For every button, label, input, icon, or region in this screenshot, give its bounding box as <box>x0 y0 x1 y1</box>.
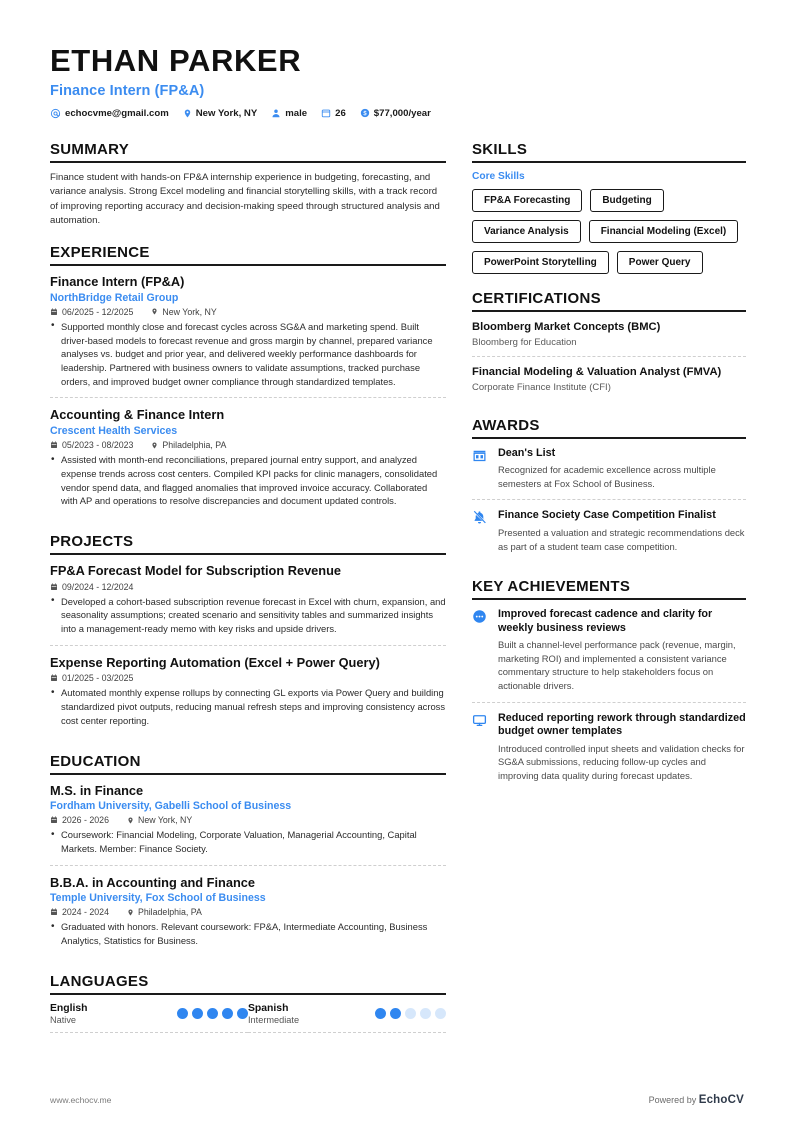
award-item <box>472 447 746 500</box>
experience-bullets <box>50 453 446 508</box>
bullet-item: • Graduated with honors. Relevant coursework: FP&A, Intermediate Accounting, Business Analytics, Statistics for Business. <box>50 920 446 947</box>
award-body <box>498 509 746 553</box>
education-degree: B.B.A. in Accounting and Finance <box>50 874 255 890</box>
section-experience <box>50 244 446 517</box>
experience-bullets <box>50 320 446 389</box>
education-location-text: New York, NY <box>137 815 193 826</box>
content-columns <box>50 141 744 1049</box>
ellipsis-circle-icon <box>472 608 489 692</box>
proficiency-dot <box>237 1008 248 1019</box>
key-achievement-title: Improved forecast cadence and clarity for weekly business reviews <box>498 608 713 634</box>
certification-name: Financial Modeling & Valuation Analyst (FMVA) <box>472 365 722 378</box>
language-level: Intermediate <box>248 1014 300 1025</box>
contact-location-text: New York, NY <box>195 107 258 119</box>
footer-powered-by-label: Powered by <box>648 1095 699 1105</box>
proficiency-dot <box>222 1008 233 1019</box>
location-icon <box>183 108 192 119</box>
contact-email[interactable] <box>50 108 169 119</box>
contact-salary <box>360 108 431 119</box>
proficiency-dot <box>405 1008 416 1019</box>
location-icon <box>127 908 134 917</box>
language-text-block <box>248 1003 299 1025</box>
section-title-summary: SUMMARY <box>50 141 446 163</box>
project-title: Expense Reporting Automation (Excel + Power Query) <box>50 654 380 670</box>
section-summary <box>50 141 446 229</box>
section-education <box>50 753 446 957</box>
key-achievement-description: Built a channel-level performance pack (revenue, margin, marketing ROI) and implemented a consistent variance commentary structure to help stakeholders focus on actionable drivers. <box>498 639 736 692</box>
experience-role: Accounting & Finance Intern <box>50 407 225 423</box>
contact-row <box>50 108 744 119</box>
monitor-icon <box>472 712 489 783</box>
language-item <box>50 1003 248 1033</box>
experience-company[interactable]: Crescent Health Services <box>50 425 178 438</box>
experience-entry <box>50 397 446 516</box>
section-languages <box>50 973 446 1033</box>
education-entry <box>50 865 446 957</box>
project-meta <box>50 582 446 592</box>
proficiency-dot <box>375 1008 386 1019</box>
calendar-icon <box>50 674 58 682</box>
bell-slash-icon <box>472 509 489 553</box>
education-degree: M.S. in Finance <box>50 782 144 798</box>
right-column <box>472 141 746 808</box>
key-achievement-body <box>498 712 746 783</box>
education-location <box>127 907 202 917</box>
experience-entry <box>50 274 446 397</box>
proficiency-dot <box>390 1008 401 1019</box>
section-certifications <box>472 290 746 401</box>
section-title-awards: AWARDS <box>472 417 746 439</box>
project-dates <box>50 582 133 592</box>
education-dates <box>50 815 109 825</box>
award-description: Recognized for academic excellence across multiple semesters at Fox School of Business. <box>498 464 716 489</box>
contact-gender <box>271 108 307 119</box>
project-title: FP&A Forecast Model for Subscription Revenue <box>50 562 342 578</box>
certification-issuer: Bloomberg for Education <box>472 336 577 348</box>
experience-dates-text: 05/2023 - 08/2023 <box>62 440 134 451</box>
section-title-projects: PROJECTS <box>50 533 446 555</box>
skill-chip[interactable]: Variance Analysis <box>472 220 581 243</box>
proficiency-dot <box>177 1008 188 1019</box>
language-name: Spanish <box>248 1002 289 1014</box>
experience-dates <box>50 440 133 450</box>
award-body <box>498 447 746 491</box>
section-title-skills: SKILLS <box>472 141 746 163</box>
calendar-icon <box>50 308 58 316</box>
section-projects <box>50 533 446 737</box>
certification-item <box>472 320 746 356</box>
resume-header <box>50 44 744 119</box>
section-title-experience: EXPERIENCE <box>50 244 446 266</box>
project-entry <box>50 563 446 645</box>
candidate-job-title: Finance Intern (FP&A) <box>50 82 205 99</box>
education-bullets <box>50 920 446 947</box>
experience-meta <box>50 307 446 317</box>
page-footer <box>50 1094 744 1106</box>
location-icon <box>151 441 158 450</box>
proficiency-dot <box>192 1008 203 1019</box>
key-achievement-item <box>472 702 746 792</box>
language-proficiency-dots <box>177 1008 248 1019</box>
certification-issuer: Corporate Finance Institute (CFI) <box>472 381 611 393</box>
award-item <box>472 499 746 562</box>
education-location-text: Philadelphia, PA <box>137 907 202 918</box>
experience-meta <box>50 440 446 450</box>
location-icon <box>127 816 134 825</box>
section-title-education: EDUCATION <box>50 753 446 775</box>
education-meta <box>50 815 446 825</box>
contact-gender-text: male <box>285 107 308 119</box>
skill-chip[interactable]: Budgeting <box>590 189 663 212</box>
certification-item <box>472 356 746 401</box>
project-meta <box>50 673 446 683</box>
experience-dates-text: 06/2025 - 12/2025 <box>62 306 134 317</box>
experience-location-text: Philadelphia, PA <box>162 440 227 451</box>
experience-location <box>151 307 216 317</box>
project-dates-text: 09/2024 - 12/2024 <box>62 581 134 592</box>
experience-dates <box>50 307 133 317</box>
skills-chip-list <box>472 189 746 274</box>
education-entry <box>50 783 446 865</box>
language-name: English <box>50 1002 88 1014</box>
candidate-name: ETHAN PARKER <box>50 43 302 78</box>
bullet-item: • Coursework: Financial Modeling, Corporate Valuation, Managerial Accounting, Capital Markets. Member: Finance Society. <box>50 828 446 855</box>
award-title: Finance Society Case Competition Finalist <box>498 509 716 522</box>
proficiency-dot <box>207 1008 218 1019</box>
summary-text: Finance student with hands-on FP&A internship experience in budgeting, forecasting, and variance analysis. Strong Excel modeling and financial storytelling skills, with a track record of improving reporting accuracy and decision-making speed through structured analysis and automation. <box>50 171 440 226</box>
key-achievement-item <box>472 608 746 701</box>
experience-company[interactable]: NorthBridge Retail Group <box>50 291 179 304</box>
skills-group-label: Core Skills <box>472 170 525 182</box>
calendar-icon <box>50 583 58 591</box>
contact-email-text: echocvme@gmail.com <box>65 107 169 119</box>
footer-brand <box>649 1094 744 1106</box>
location-icon <box>151 307 158 316</box>
award-title: Dean's List <box>498 446 556 459</box>
proficiency-dot <box>420 1008 431 1019</box>
award-description: Presented a valuation and strategic recommendations deck as part of a student team case competition. <box>498 526 745 552</box>
proficiency-dot <box>435 1008 446 1019</box>
section-key-achievements <box>472 578 746 791</box>
project-dates <box>50 673 133 683</box>
storefront-icon <box>472 447 489 491</box>
education-dates-text: 2026 - 2026 <box>62 815 109 826</box>
calendar-icon <box>321 108 331 118</box>
contact-salary-text: $77,000/year <box>373 107 431 119</box>
skill-chip[interactable]: Financial Modeling (Excel) <box>589 220 739 243</box>
experience-location-text: New York, NY <box>162 306 217 317</box>
key-achievement-body <box>498 608 746 692</box>
left-column <box>50 141 446 1049</box>
education-school[interactable]: Temple University, Fox School of Business <box>50 892 266 905</box>
skill-chip[interactable]: FP&A Forecasting <box>472 189 582 212</box>
email-icon <box>50 108 61 119</box>
salary-icon <box>360 108 370 118</box>
skill-chip[interactable]: Power Query <box>617 251 703 274</box>
certification-name: Bloomberg Market Concepts (BMC) <box>472 320 661 333</box>
section-awards <box>472 417 746 562</box>
project-dates-text: 01/2025 - 03/2025 <box>62 673 134 684</box>
calendar-icon <box>50 816 58 824</box>
language-proficiency-dots <box>375 1008 446 1019</box>
bullet-item: • Developed a cohort-based subscription revenue forecast in Excel with churn, expansion, and seasonality assumptions; created scenario and sensitivity tables and summarized insights into a management-ready memo with key risks and upside drivers. <box>50 595 446 636</box>
skill-chip[interactable]: PowerPoint Storytelling <box>472 251 609 274</box>
experience-location <box>151 440 226 450</box>
experience-role: Finance Intern (FP&A) <box>50 274 185 290</box>
bullet-item: • Automated monthly expense rollups by connecting GL exports via Power Query and building standardized pivot outputs, reducing manual refresh steps and improving consistency across cost center reporting. <box>50 686 446 727</box>
section-skills <box>472 141 746 274</box>
calendar-icon <box>50 908 58 916</box>
project-bullets <box>50 595 446 636</box>
education-dates <box>50 907 109 917</box>
key-achievement-description: Introduced controlled input sheets and validation checks for SG&A submissions, reducing follow-up cycles and improving data quality during forecast updates. <box>498 742 745 781</box>
project-entry <box>50 645 446 737</box>
bullet-item: • Supported monthly close and forecast cycles across SG&A and marketing spend. Built driver-based models to forecast revenue and gross margin by channel, prepared variance analyses vs. budget and prior year, and delivered weekly performance dashboards for leadership. Partnered with business owners to validate assumptions, tracked purchase orders, and improved budget owner compliance through standardized templates. <box>50 320 446 389</box>
project-bullets <box>50 686 446 727</box>
footer-brand-name: EchoCV <box>698 1094 744 1106</box>
language-item <box>248 1003 446 1033</box>
key-achievement-title: Reduced reporting rework through standardized budget owner templates <box>498 711 746 738</box>
section-title-certifications: CERTIFICATIONS <box>472 290 746 312</box>
education-bullets <box>50 828 446 855</box>
languages-grid <box>50 1003 446 1033</box>
education-meta <box>50 907 446 917</box>
person-icon <box>271 108 281 119</box>
education-dates-text: 2024 - 2024 <box>62 907 109 918</box>
calendar-icon <box>50 441 58 449</box>
contact-age <box>321 108 346 119</box>
language-text-block <box>50 1003 88 1025</box>
education-school[interactable]: Fordham University, Gabelli School of Business <box>50 800 292 813</box>
footer-website[interactable]: www.echocv.me <box>50 1095 112 1105</box>
education-location <box>127 815 192 825</box>
contact-age-text: 26 <box>335 107 346 119</box>
bullet-item: • Assisted with month-end reconciliations, prepared journal entry support, and analyzed expense trends across cost centers. Compiled KPI packs for clinic managers, consolidated vendor spend data, and flagged anomalies that improved invoice accuracy. Collaborated with AP and operations to resolve discrepancies and document updated controls. <box>50 453 446 508</box>
language-level: Native <box>50 1014 77 1025</box>
contact-location <box>183 108 258 119</box>
section-title-key-achievements: KEY ACHIEVEMENTS <box>472 578 746 600</box>
section-title-languages: LANGUAGES <box>50 973 446 995</box>
